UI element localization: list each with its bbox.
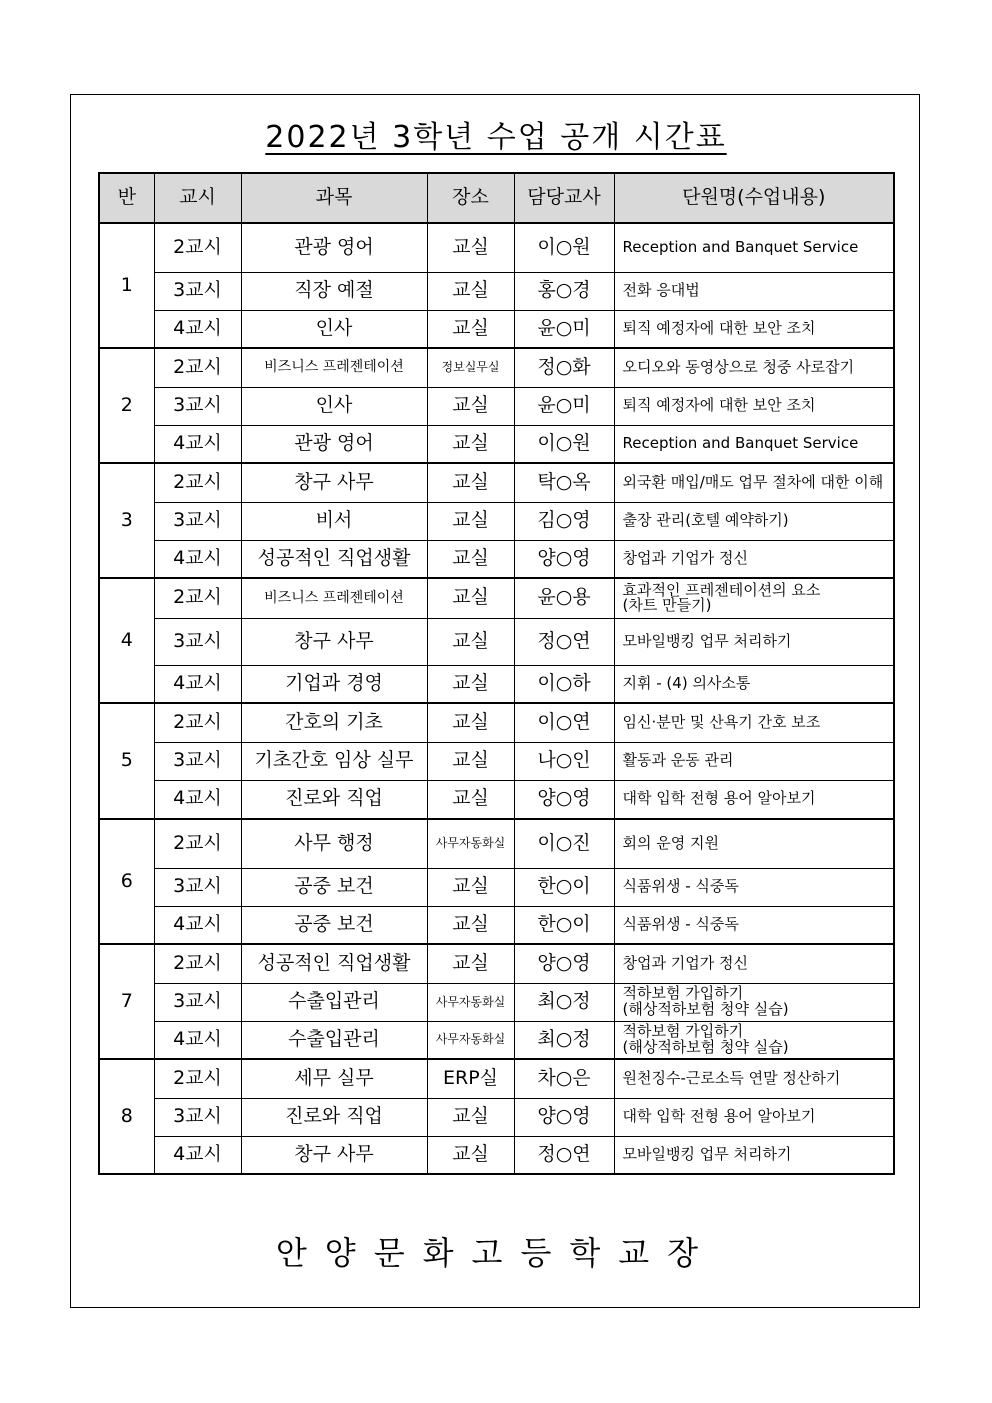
header-row [99,173,894,223]
place-cell: 교실 [427,272,514,310]
content-cell: 대학 입학 전형 용어 알아보기 [614,1098,894,1136]
subject-cell: 인사 [241,387,427,425]
content-line-2: (해상적하보험 청약 실습) [622,1000,789,1018]
table-row [99,387,894,425]
table-row [99,310,894,348]
period-cell: 2교시 [154,578,241,618]
period-cell: 3교시 [154,387,241,425]
table-row [99,1136,894,1174]
subject-cell: 성공적인 직업생활 [241,540,427,578]
period-cell: 3교시 [154,272,241,310]
subject-cell: 공중 보건 [241,868,427,906]
ban-cell: 6 [99,819,154,944]
place-cell: 사무자동화실 [427,1021,514,1059]
place-cell: 교실 [427,223,514,272]
teacher-cell: 이○원 [514,425,614,463]
teacher-cell: 정○연 [514,1136,614,1174]
teacher-cell: 양○영 [514,540,614,578]
subject-cell: 성공적인 직업생활 [241,944,427,983]
teacher-cell: 최○정 [514,1021,614,1059]
period-cell: 4교시 [154,540,241,578]
table-row [99,272,894,310]
place-cell: 교실 [427,1136,514,1174]
teacher-cell: 최○정 [514,983,614,1021]
subject-cell: 비서 [241,502,427,540]
period-cell: 3교시 [154,502,241,540]
place-cell: 교실 [427,703,514,742]
content-cell [614,578,894,618]
period-cell: 4교시 [154,310,241,348]
teacher-cell: 탁○옥 [514,463,614,502]
place-cell: 교실 [427,944,514,983]
teacher-cell: 이○하 [514,665,614,703]
place-cell: ERP실 [427,1059,514,1098]
content-cell: 퇴직 예정자에 대한 보안 조치 [614,387,894,425]
subject-cell: 사무 행정 [241,819,427,868]
page-title: 2022년 3학년 수업 공개 시간표 [265,120,727,155]
subject-cell: 창구 사무 [241,463,427,502]
content-cell: Reception and Banquet Service [614,223,894,272]
content-cell: 모바일뱅킹 업무 처리하기 [614,1136,894,1174]
header-ban: 반 [99,173,154,223]
table-row [99,223,894,272]
teacher-cell: 한○이 [514,906,614,944]
period-cell: 3교시 [154,868,241,906]
teacher-cell: 윤○용 [514,578,614,618]
place-cell: 교실 [427,540,514,578]
subject-cell: 수출입관리 [241,1021,427,1059]
period-cell: 4교시 [154,1021,241,1059]
teacher-cell: 양○영 [514,780,614,819]
period-cell: 2교시 [154,223,241,272]
table-row [99,348,894,387]
period-cell: 2교시 [154,944,241,983]
content-cell: 창업과 기업가 정신 [614,540,894,578]
place-cell: 교실 [427,310,514,348]
table-row [99,742,894,780]
ban-cell: 4 [99,578,154,703]
teacher-cell: 홍○경 [514,272,614,310]
ban-cell: 1 [99,223,154,348]
period-cell: 3교시 [154,618,241,665]
header-teacher: 담당교사 [514,173,614,223]
period-cell: 2교시 [154,819,241,868]
content-line-1: 효과적인 프레젠테이션의 요소 [622,580,821,599]
period-cell: 3교시 [154,742,241,780]
content-line-2: (차트 만들기) [622,596,712,615]
teacher-cell: 이○원 [514,223,614,272]
table-row [99,1021,894,1059]
content-cell: 전화 응대법 [614,272,894,310]
period-cell: 3교시 [154,1098,241,1136]
content-cell: 식품위생 - 식중독 [614,868,894,906]
content-line-1: 적하보험 가입하기 [622,984,744,1003]
teacher-cell: 양○영 [514,1098,614,1136]
content-cell: 퇴직 예정자에 대한 보안 조치 [614,310,894,348]
content-cell: 임신·분만 및 산욕기 간호 보조 [614,703,894,742]
header-subject: 과목 [241,173,427,223]
period-cell: 3교시 [154,983,241,1021]
subject-cell: 수출입관리 [241,983,427,1021]
period-cell: 2교시 [154,348,241,387]
table-row [99,703,894,742]
place-cell: 교실 [427,906,514,944]
period-cell: 4교시 [154,906,241,944]
period-cell: 4교시 [154,780,241,819]
place-cell: 정보실무실 [427,348,514,387]
subject-cell: 직장 예절 [241,272,427,310]
content-cell: 식품위생 - 식중독 [614,906,894,944]
ban-cell: 2 [99,348,154,463]
header-period: 교시 [154,173,241,223]
teacher-cell: 이○진 [514,819,614,868]
period-cell: 2교시 [154,1059,241,1098]
content-cell: 외국환 매입/매도 업무 절차에 대한 이해 [614,463,894,502]
table-row [99,463,894,502]
ban-cell: 5 [99,703,154,819]
teacher-cell: 한○이 [514,868,614,906]
teacher-cell: 김○영 [514,502,614,540]
table-row [99,1098,894,1136]
subject-cell: 기초간호 임상 실무 [241,742,427,780]
header-place: 장소 [427,173,514,223]
place-cell: 교실 [427,780,514,819]
place-cell: 교실 [427,665,514,703]
table-row [99,578,894,618]
content-cell [614,983,894,1021]
table-row [99,819,894,868]
content-cell: Reception and Banquet Service [614,425,894,463]
table-row [99,1059,894,1098]
subject-cell: 비즈니스 프레젠테이션 [241,348,427,387]
table-row [99,502,894,540]
content-cell: 오디오와 동영상으로 청중 사로잡기 [614,348,894,387]
table-row [99,780,894,819]
place-cell: 교실 [427,502,514,540]
teacher-cell: 윤○미 [514,387,614,425]
place-cell: 교실 [427,463,514,502]
subject-cell: 간호의 기초 [241,703,427,742]
timetable [98,172,895,1175]
subject-cell: 창구 사무 [241,618,427,665]
content-cell: 지휘 - (4) 의사소통 [614,665,894,703]
content-cell: 활동과 운동 관리 [614,742,894,780]
subject-cell: 인사 [241,310,427,348]
subject-cell: 진로와 직업 [241,1098,427,1136]
period-cell: 4교시 [154,665,241,703]
place-cell: 교실 [427,387,514,425]
teacher-cell: 양○영 [514,944,614,983]
timetable-body [99,223,894,1174]
header-content: 단원명(수업내용) [614,173,894,223]
ban-cell: 3 [99,463,154,578]
place-cell: 교실 [427,578,514,618]
place-cell: 교실 [427,425,514,463]
subject-cell: 기업과 경영 [241,665,427,703]
period-cell: 2교시 [154,463,241,502]
content-cell [614,1021,894,1059]
table-row [99,540,894,578]
place-cell: 교실 [427,618,514,665]
subject-cell: 공중 보건 [241,906,427,944]
table-row [99,944,894,983]
table-row [99,425,894,463]
teacher-cell: 차○은 [514,1059,614,1098]
place-cell: 사무자동화실 [427,983,514,1021]
period-cell: 4교시 [154,1136,241,1174]
content-cell: 모바일뱅킹 업무 처리하기 [614,618,894,665]
teacher-cell: 윤○미 [514,310,614,348]
content-cell: 대학 입학 전형 용어 알아보기 [614,780,894,819]
content-line-1: 적하보험 가입하기 [622,1022,744,1040]
place-cell: 사무자동화실 [427,819,514,868]
teacher-cell: 정○연 [514,618,614,665]
ban-cell: 8 [99,1059,154,1174]
table-row [99,618,894,665]
table-row [99,665,894,703]
place-cell: 교실 [427,1098,514,1136]
subject-cell: 진로와 직업 [241,780,427,819]
teacher-cell: 정○화 [514,348,614,387]
content-cell: 출장 관리(호텔 예약하기) [614,502,894,540]
content-cell: 창업과 기업가 정신 [614,944,894,983]
table-row [99,906,894,944]
subject-cell: 관광 영어 [241,223,427,272]
place-cell: 교실 [427,868,514,906]
teacher-cell: 이○연 [514,703,614,742]
subject-cell: 세무 실무 [241,1059,427,1098]
subject-cell: 관광 영어 [241,425,427,463]
school-principal-signature: 안양문화고등학교장 [275,1234,717,1272]
subject-cell: 비즈니스 프레젠테이션 [241,578,427,618]
table-row [99,983,894,1021]
content-line-2: (해상적하보험 청약 실습) [622,1037,789,1056]
ban-cell: 7 [99,944,154,1059]
teacher-cell: 나○인 [514,742,614,780]
content-cell: 원천징수-근로소득 연말 정산하기 [614,1059,894,1098]
subject-cell: 창구 사무 [241,1136,427,1174]
period-cell: 4교시 [154,425,241,463]
place-cell: 교실 [427,742,514,780]
content-cell: 회의 운영 지원 [614,819,894,868]
table-row [99,868,894,906]
period-cell: 2교시 [154,703,241,742]
